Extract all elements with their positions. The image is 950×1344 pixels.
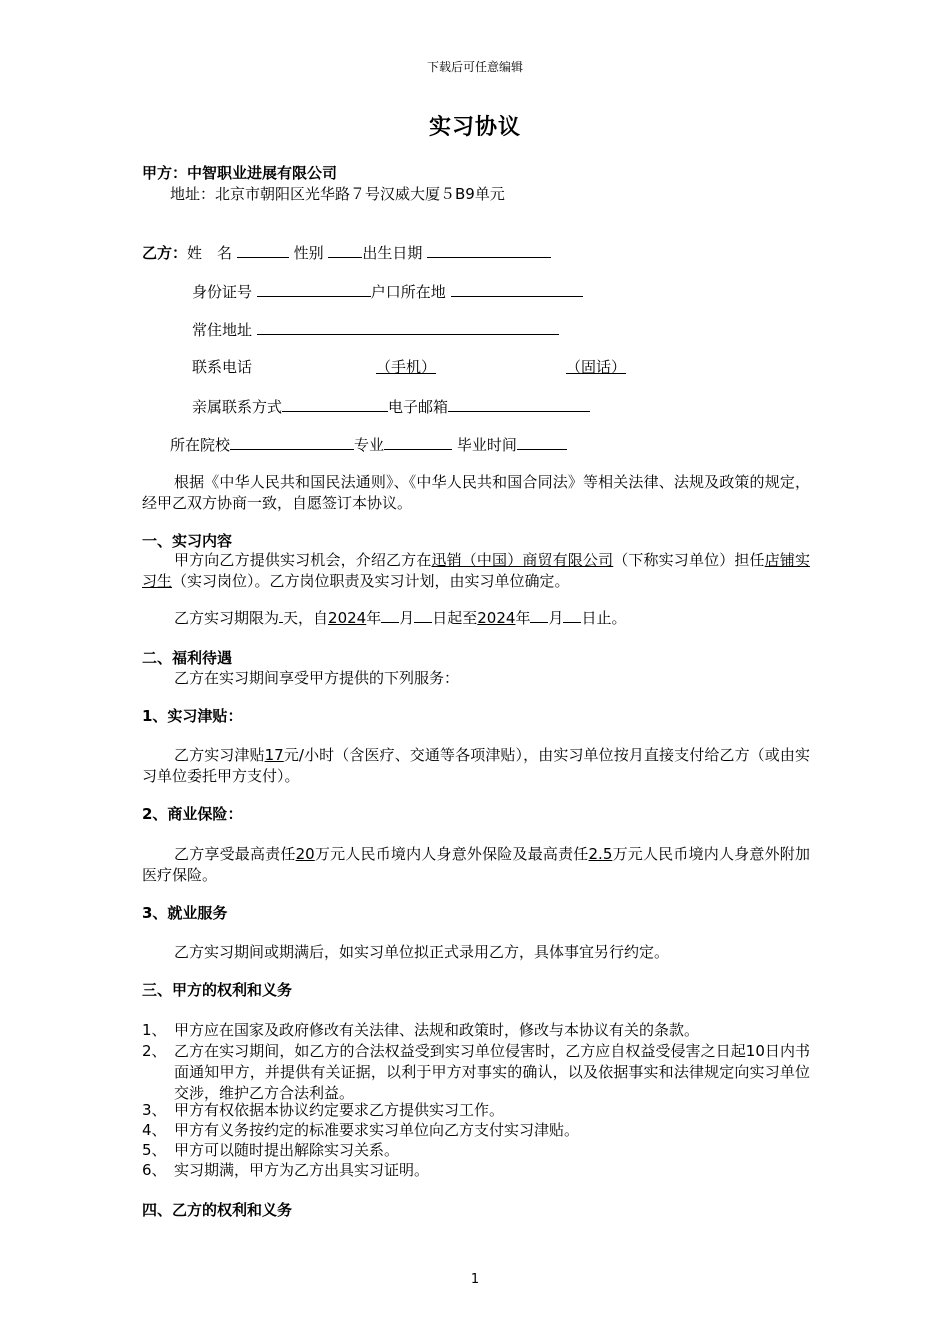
start-month-blank[interactable] (381, 607, 399, 623)
end-year: 2024 (477, 609, 516, 627)
major-label: 专业 (354, 436, 385, 454)
residence-row (192, 319, 860, 341)
name-label: 姓 名 (187, 244, 233, 262)
page-title: 实习协议 (428, 115, 521, 140)
list-item (142, 1041, 810, 1104)
party-b-name-row (142, 242, 810, 264)
relative-row (192, 396, 860, 418)
relative-label: 亲属联系方式 (192, 398, 283, 416)
list-item-text: 甲方应在国家及政府修改有关法律、法规和政策时，修改与本协议有关的条款。 (174, 1021, 700, 1039)
email-blank[interactable] (448, 396, 590, 412)
term-from: 天，自 (283, 609, 329, 627)
intern-company: 迅销（中国）商贸有限公司 (431, 551, 614, 569)
list-item (142, 1160, 810, 1181)
insurance-text-a: 乙方享受最高责任 (174, 845, 296, 863)
allowance-amount: 17 (264, 746, 284, 764)
insurance-text-b: 万元人民币境内人身意外保险及最高责任 (314, 845, 589, 863)
s1-text-a: 甲方向乙方提供实习机会，介绍乙方在 (174, 551, 432, 569)
list-item-number: 6、 (142, 1161, 167, 1179)
email-label: 电子邮箱 (388, 398, 449, 416)
hukou-blank[interactable] (451, 281, 583, 297)
school-row (170, 434, 838, 456)
list-item-number: 5、 (142, 1141, 167, 1159)
insurance-amount-1: 20 (295, 845, 315, 863)
header-note: 下载后可任意编辑 (426, 60, 523, 74)
residence-blank[interactable] (257, 319, 559, 335)
end-day-blank[interactable] (563, 607, 581, 623)
school-blank[interactable] (230, 434, 354, 450)
list-item (142, 1120, 810, 1141)
section2-intro: 乙方在实习期间享受甲方提供的下列服务： (174, 669, 460, 687)
end-month-blank[interactable] (530, 607, 548, 623)
party-b-label: 乙方： (142, 244, 188, 262)
id-blank[interactable] (257, 281, 371, 297)
name-blank[interactable] (237, 242, 289, 258)
birth-label: 出生日期 (362, 244, 423, 262)
list-item-text: 甲方有权依据本协议约定要求乙方提供实习工作。 (174, 1101, 505, 1119)
list-item-number: 4、 (142, 1121, 167, 1139)
grad-label: 毕业时间 (456, 436, 517, 454)
term-to: 日起至 (432, 609, 478, 627)
major-blank[interactable] (384, 434, 452, 450)
phone-row (192, 357, 860, 378)
intro-paragraph: 根据《中华人民共和国民法通则》、《中华人民共和国合同法》等相关法律、法规及政策的规定，经甲乙双方协商一致，自愿签订本协议。 (142, 473, 810, 512)
phone-underline[interactable] (252, 358, 626, 376)
landline-label: （固话） (566, 358, 627, 376)
sub2-heading: 2、商业保险： (142, 805, 243, 823)
allowance-text-a: 乙方实习津贴 (174, 746, 265, 764)
list-item-number: 1、 (142, 1021, 167, 1039)
term-label: 乙方实习期限为 (174, 609, 280, 627)
list-item (142, 1020, 810, 1041)
party-a-name: 中智职业进展有限公司 (187, 164, 338, 182)
mobile-label: （手机） (376, 358, 437, 376)
page-number: 1 (470, 1272, 480, 1287)
allowance-paragraph (142, 745, 810, 787)
insurance-text-c: 万元人民币境内人身意外附加医疗保险。 (142, 845, 810, 884)
party-a-line (142, 163, 810, 184)
gender-blank[interactable] (328, 242, 362, 258)
intern-position: 店铺实习生 (142, 551, 810, 590)
insurance-paragraph (142, 844, 810, 886)
party-a-label: 甲方： (142, 164, 188, 182)
start-year: 2024 (328, 609, 367, 627)
id-row (192, 281, 860, 303)
sub1-heading: 1、实习津贴： (142, 707, 243, 725)
employment-paragraph: 乙方实习期间或期满后，如实习单位拟正式录用乙方，具体事宜另行约定。 (174, 943, 670, 961)
id-label: 身份证号 (192, 283, 253, 301)
term-end: 日止。 (581, 609, 627, 627)
list-item-text: 甲方有义务按约定的标准要求实习单位向乙方支付实习津贴。 (174, 1121, 580, 1139)
year-unit-2: 年 (515, 609, 531, 627)
list-item-text: 实习期满，甲方为乙方出具实习证明。 (174, 1161, 430, 1179)
s1-text-b: （下称实习单位）担任 (613, 551, 765, 569)
list-item-text: 乙方在实习期间，如乙方的合法权益受到实习单位侵害时，乙方应自权益受侵害之日起10日内书面通知甲方，并提供有关证据，以利于甲方对事实的确认，以及依据事实和法律规定向实习单位交涉，维护乙方合法利益。 (174, 1042, 810, 1102)
hukou-label: 户口所在地 (370, 283, 446, 301)
list-item-number: 2、 (142, 1042, 167, 1060)
phone-label: 联系电话 (192, 358, 253, 376)
section1-heading: 一、实习内容 (142, 532, 233, 550)
section4-heading: 四、乙方的权利和义务 (142, 1201, 293, 1219)
relative-blank[interactable] (282, 396, 388, 412)
grad-blank[interactable] (517, 434, 567, 450)
birth-blank[interactable] (427, 242, 551, 258)
sub3-heading: 3、就业服务 (142, 904, 228, 922)
section2-heading: 二、福利待遇 (142, 649, 233, 667)
list-item (142, 1140, 810, 1161)
month-unit-1: 月 (399, 609, 415, 627)
start-day-blank[interactable] (414, 607, 432, 623)
section3-heading: 三、甲方的权利和义务 (142, 981, 293, 999)
residence-label: 常住地址 (192, 321, 253, 339)
month-unit-2: 月 (548, 609, 564, 627)
gender-label: 性别 (293, 244, 324, 262)
s1-text-c: （实习岗位）。乙方岗位职责及实习计划，由实习单位确定。 (172, 572, 570, 590)
school-label: 所在院校 (170, 436, 231, 454)
year-unit-1: 年 (366, 609, 382, 627)
section1-paragraph1 (142, 550, 810, 592)
list-item-text: 甲方可以随时提出解除实习关系。 (174, 1141, 400, 1159)
list-item-number: 3、 (142, 1101, 167, 1119)
list-item (142, 1100, 810, 1121)
insurance-amount-2: 2.5 (588, 845, 613, 863)
party-a-address: 地址：北京市朝阳区光华路７号汉威大厦５B9单元 (170, 185, 505, 203)
section1-paragraph2 (142, 607, 810, 629)
allowance-text-b: 元/小时（含医疗、交通等各项津贴），由实习单位按月直接支付给乙方（或由实习单位委托甲方支付）。 (142, 746, 810, 785)
